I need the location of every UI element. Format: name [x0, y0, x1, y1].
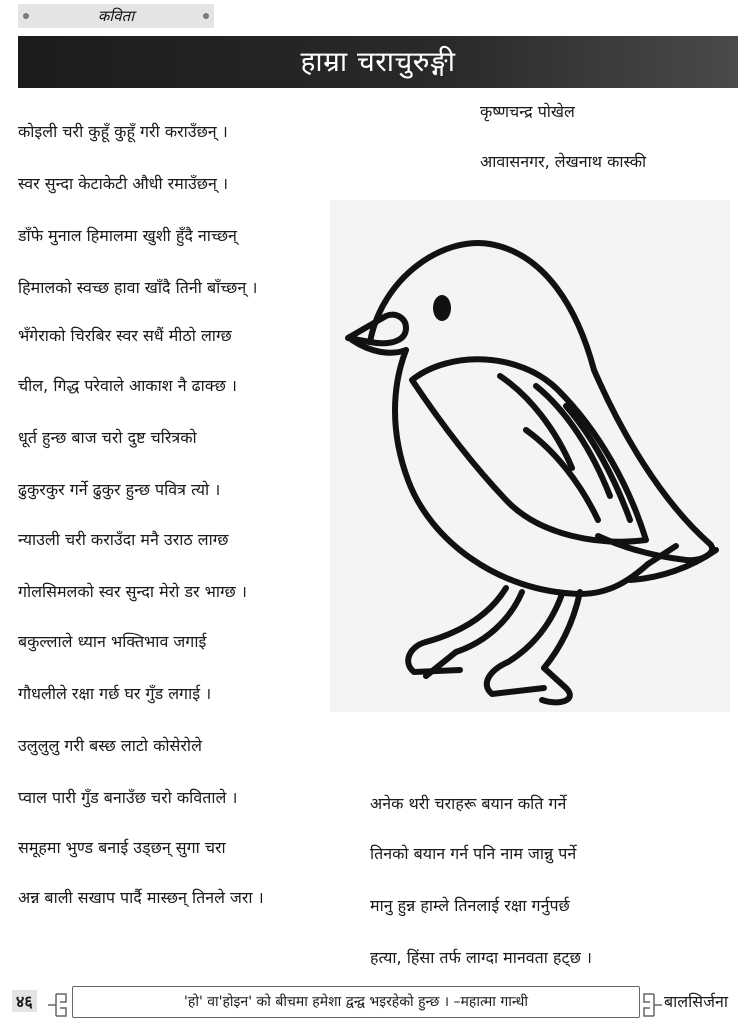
bird-illustration	[330, 200, 730, 712]
section-tab	[18, 4, 214, 28]
author-address: आवासनगर, लेखनाथ कास्की	[480, 152, 647, 171]
poem-line: कोइली चरी कुहूँ कुहूँ गरी कराउँछन् ।	[18, 122, 228, 141]
poem-line: न्याउली चरी कराउँदा मनै उराठ लाग्छ	[18, 530, 229, 549]
ornament-left-icon	[46, 988, 70, 1022]
poem-line: मानु हुन्न हाम्ले तिनलाई रक्षा गर्नुपर्छ	[370, 896, 570, 915]
poem-line: धूर्त हुन्छ बाज चरो दुष्ट चरित्रको	[18, 428, 197, 447]
poem-line: हत्या, हिंसा तर्फ लाग्दा मानवता हट्छ ।	[370, 948, 592, 967]
poem-line: गौधलीले रक्षा गर्छ घर गुँड लगाई ।	[18, 684, 212, 703]
tab-dot-right	[203, 13, 209, 19]
poem-line: भँगेराको चिरबिर स्वर सधैं मीठो लाग्छ	[18, 326, 232, 345]
ornament-right-icon	[640, 988, 664, 1022]
poem-line: चील, गिद्ध परेवाले आकाश नै ढाक्छ ।	[18, 376, 237, 395]
poem-line: ढुकुरकुर गर्ने ढुकुर हुन्छ पवित्र त्यो ।	[18, 480, 221, 499]
quote-box	[72, 986, 640, 1018]
poem-line: बकुल्लाले ध्यान भक्तिभाव जगाई	[18, 632, 207, 651]
title-bar	[18, 36, 738, 88]
author-name: कृष्णचन्द्र पोखेल	[480, 102, 575, 121]
footer-quote: 'हो' वा'होइन' को बीचमा हमेशा द्वन्द्व भइरहेको हुन्छ । –महात्मा गान्धी	[184, 994, 528, 1010]
poem-title: हाम्रा चराचुरुङ्गी	[300, 45, 456, 78]
poem-line: गोलसिमलको स्वर सुन्दा मेरो डर भाग्छ ।	[18, 582, 247, 601]
poem-line: समूहमा भुण्ड बनाई उड्छन् सुगा चरा	[18, 838, 226, 857]
poem-line: प्वाल पारी गुँड बनाउँछ चरो कविताले ।	[18, 788, 238, 807]
poem-line: डाँफे मुनाल हिमालमा खुशी हुँदै नाच्छन्	[18, 226, 237, 245]
section-label: कविता	[97, 7, 135, 25]
poem-line: तिनको बयान गर्न पनि नाम जान्नु पर्ने	[370, 844, 577, 863]
page-number: ४६	[12, 990, 37, 1012]
poem-line: हिमालको स्वच्छ हावा खाँदै तिनी बाँच्छन् ।	[18, 278, 258, 297]
poem-line: अन्न बाली सखाप पार्दै मास्छन् तिनले जरा ।	[18, 888, 264, 907]
poem-line: स्वर सुन्दा केटाकेटी औधी रमाउँछन् ।	[18, 174, 229, 193]
bird-drawing	[330, 200, 730, 712]
magazine-name: बालसिर्जना	[664, 992, 728, 1011]
poem-line: अनेक थरी चराहरू बयान कति गर्ने	[370, 794, 567, 813]
poem-line: उलुलुलु गरी बस्छ लाटो कोसेरोले	[18, 736, 202, 755]
